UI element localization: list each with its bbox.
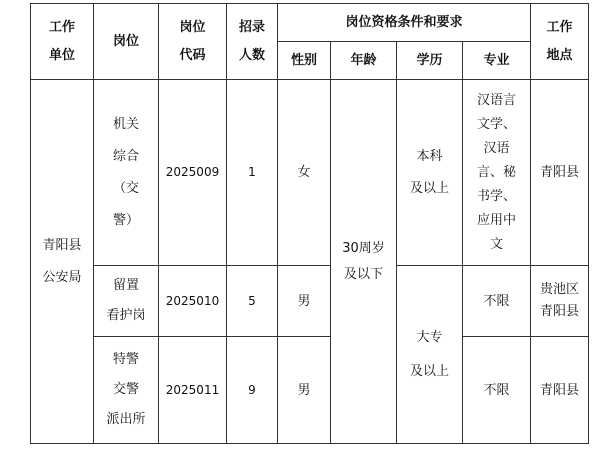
count-cell: 9 bbox=[227, 337, 278, 444]
header-recruit-count: 招录 人数 bbox=[227, 4, 278, 80]
post-cell: 留置 看护岗 bbox=[94, 266, 159, 337]
age-cell: 30周岁 及以下 bbox=[331, 80, 397, 444]
gender-cell: 女 bbox=[278, 80, 331, 266]
education-cell: 本科 及以上 bbox=[397, 80, 463, 266]
post-code-cell: 2025011 bbox=[159, 337, 227, 444]
recruitment-table bbox=[30, 3, 589, 444]
header-work-location: 工作 地点 bbox=[531, 4, 589, 80]
location-cell: 贵池区 青阳县 bbox=[531, 266, 589, 337]
post-code-cell: 2025009 bbox=[159, 80, 227, 266]
education-cell: 大专 及以上 bbox=[397, 266, 463, 444]
count-cell: 5 bbox=[227, 266, 278, 337]
post-cell: 特警 交警 派出所 bbox=[94, 337, 159, 444]
post-cell: 机关 综合 （交 警） bbox=[94, 80, 159, 266]
header-age: 年龄 bbox=[331, 42, 397, 80]
major-cell: 不限 bbox=[463, 337, 531, 444]
major-cell: 汉语言 文学、 汉语 言、秘 书学、 应用中 文 bbox=[463, 80, 531, 266]
header-post-code: 岗位 代码 bbox=[159, 4, 227, 80]
header-gender: 性别 bbox=[278, 42, 331, 80]
header-work-unit: 工作 单位 bbox=[31, 4, 94, 80]
header-education: 学历 bbox=[397, 42, 463, 80]
post-code-cell: 2025010 bbox=[159, 266, 227, 337]
gender-cell: 男 bbox=[278, 337, 331, 444]
location-cell: 青阳县 bbox=[531, 80, 589, 266]
major-cell: 不限 bbox=[463, 266, 531, 337]
header-post: 岗位 bbox=[94, 4, 159, 80]
header-major: 专业 bbox=[463, 42, 531, 80]
count-cell: 1 bbox=[227, 80, 278, 266]
gender-cell: 男 bbox=[278, 266, 331, 337]
header-qualifications: 岗位资格条件和要求 bbox=[278, 4, 531, 42]
unit-cell: 青阳县 公安局 bbox=[31, 80, 94, 444]
location-cell: 青阳县 bbox=[531, 337, 589, 444]
